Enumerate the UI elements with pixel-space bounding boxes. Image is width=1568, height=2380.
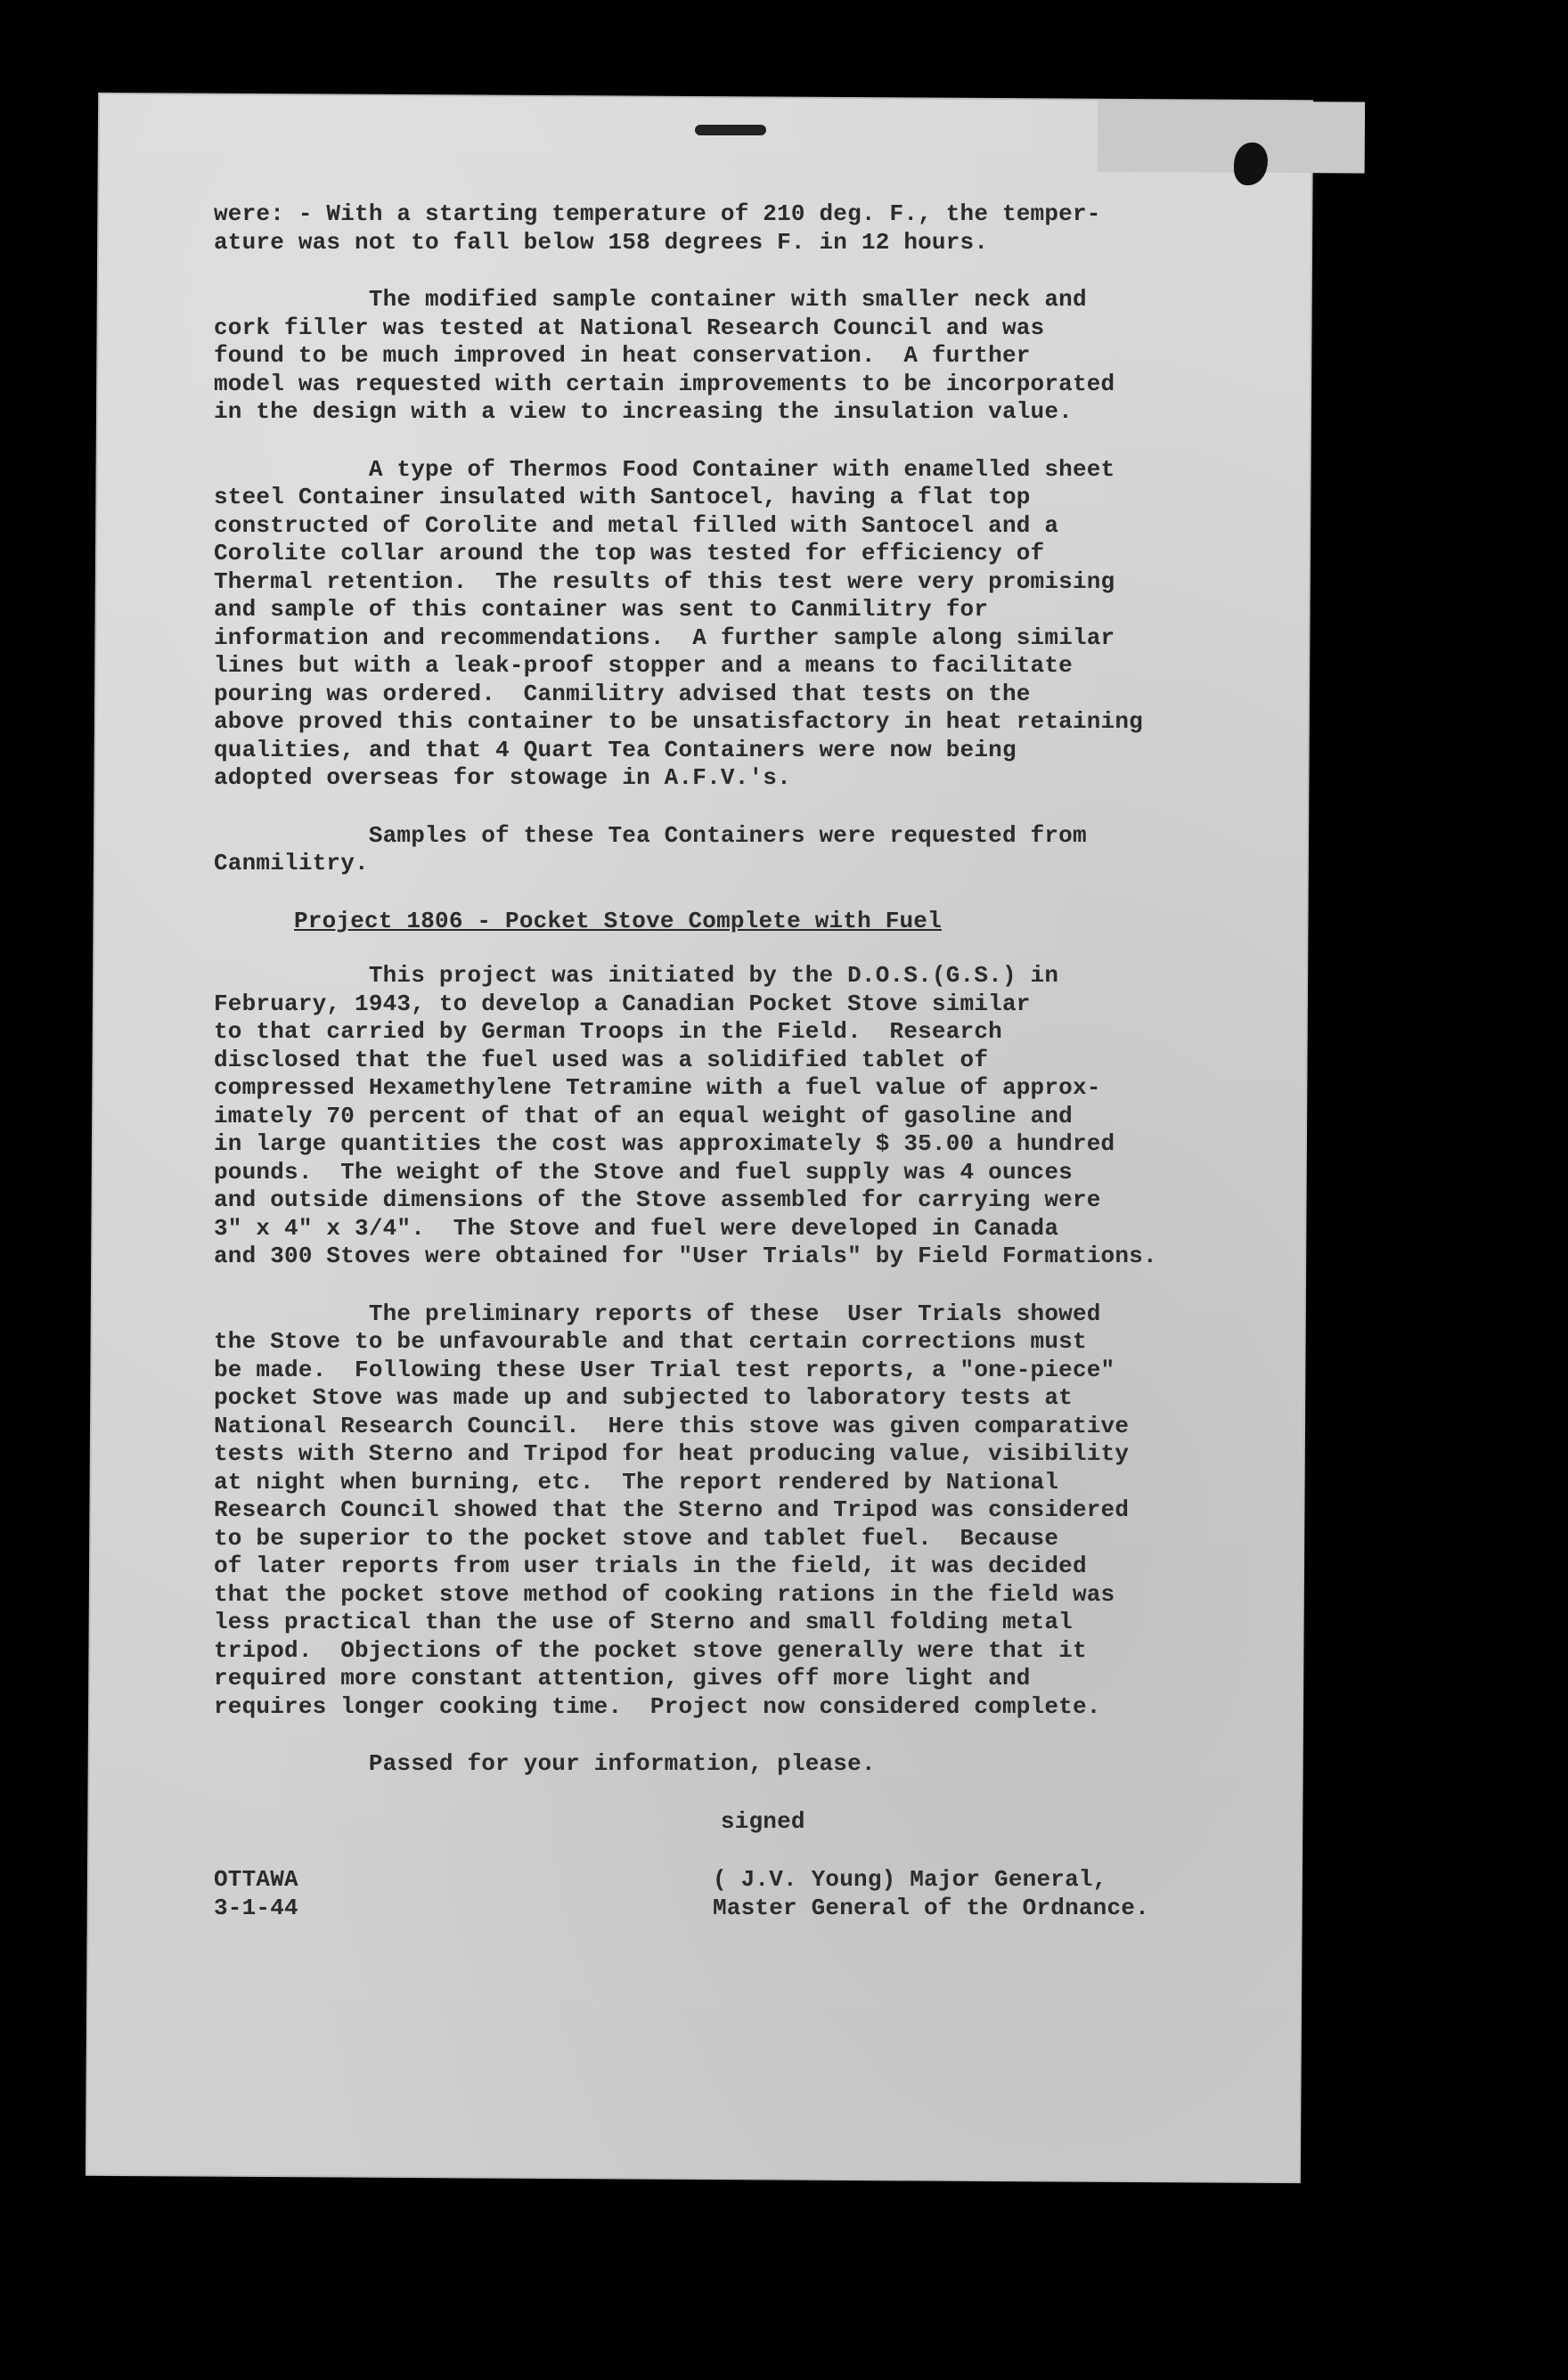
paragraph-modified-sample: The modified sample container with smaller neck and cork filler was tested at National Research Council and was found to be much improved in heat conservation. A further model was requested with certain improvements to be incorporated in the design with a view to increasing the insulation value. xyxy=(214,286,1115,425)
signed-label: signed xyxy=(214,1807,805,1835)
document-body xyxy=(214,200,1292,1923)
paragraph-project-initiated: This project was initiated by the D.O.S.(G.S.) in February, 1943, to develop a Canadian Pocket Stove similar to that carried by German Troops in the Field. Research disclosed that the fuel used was a solidified tablet of compressed Hexamethylene Tetramine with a fuel value of approx- imately 70 percent of that of an equal weight of gasoline and in large quantities the cost was approximately $ 35.00 a hundred pounds. The weight of the Stove and fuel supply was 4 ounces and outside dimensions of the Stove assembled for carrying were 3" x 4" x 3/4". The Stove and fuel were developed in Canada and 300 Stoves were obtained for "User Trials" by Field Formations. xyxy=(214,962,1157,1269)
place-date: OTTAWA 3-1-44 xyxy=(214,1866,298,1921)
paragraph-continuation: were: - With a starting temperature of 210 deg. F., the temper- ature was not to fall below 158 degrees F. in 12 hours. xyxy=(214,200,1101,256)
paragraph-passed-info: Passed for your information, please. xyxy=(214,1750,876,1777)
signature-row xyxy=(214,1866,1292,1923)
signature-block: ( J.V. Young) Major General, Master General of the Ordnance. xyxy=(713,1866,1149,1921)
project-heading: Project 1806 - Pocket Stove Complete with Fuel xyxy=(294,907,942,934)
paper-tab xyxy=(1098,101,1365,174)
paragraph-thermos-container: A type of Thermos Food Container with enamelled sheet steel Container insulated with Santocel, having a flat top constructed of Corolite and metal filled with Santocel and a Corolite collar around the top was tested for efficiency of Thermal retention. The results of this test were very promising and sample of this container was sent to Canmilitry for information and recommendations. A further sample along similar lines but with a leak-proof stopper and a means to facilitate pouring was ordered. Canmilitry advised that tests on the above proved this container to be unsatisfactory in heat retaining qualities, and that 4 Quart Tea Containers were now being adopted overseas for stowage in A.F.V.'s. xyxy=(214,455,1143,791)
top-mark xyxy=(695,125,766,135)
paragraph-tea-containers: Samples of these Tea Containers were requested from Canmilitry. xyxy=(214,821,1087,876)
paragraph-user-trials: The preliminary reports of these User Trials showed the Stove to be unfavourable and that certain corrections must be made. Following these User Trial test reports, a "one-piece" pocket Stove was made up and subjected to laboratory tests at National Research Council. Here this stove was given comparative tests with Sterno and Tripod for heat producing value, visibility at night when burning, etc. The report rendered by National Research Council showed that the Sterno and Tripod was considered to be superior to the pocket stove and tablet fuel. Because of later reports from user trials in the field, it was decided that the pocket stove method of cooking rations in the field was less practical than the use of Sterno and small folding metal tripod. Objections of the pocket stove generally were that it required more constant attention, gives off more light and requires longer cooking time. Project now considered complete. xyxy=(214,1300,1130,1720)
